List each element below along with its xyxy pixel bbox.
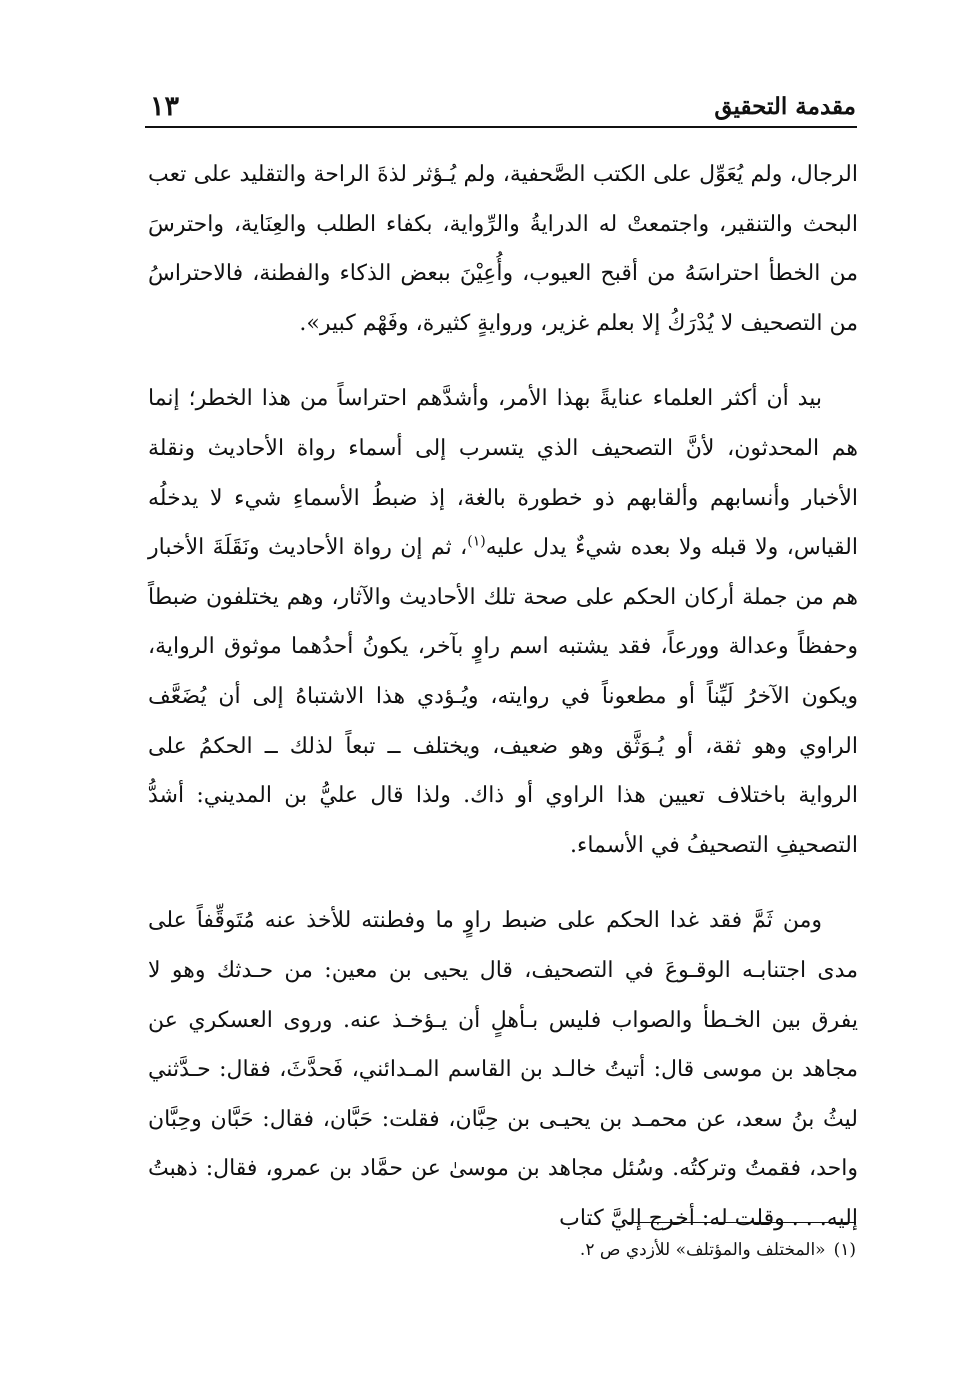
body-text [148, 150, 858, 1243]
footnote-number: (١) [833, 1240, 856, 1260]
page-number: ١٣ [150, 91, 180, 122]
paragraph-2 [148, 374, 858, 870]
footnote-rule [628, 1222, 856, 1223]
page-header [148, 84, 856, 124]
footnote [300, 1236, 856, 1264]
running-head: مقدمة التحقيق [714, 93, 856, 120]
paragraph-3: ومن ثَمَّ فقد غدا الحكم على ضبط راوٍ ما وفطنته للأخذ عنه مُتَوقِّفاً على مدى اجتنابـه الوقـوعَ في التصحيف، قال يحيى بن معين: من حـدثك وهو لا يفرق بين الخـطأ والصواب فليس بـأهلٍ أن يـؤخـذ عنه. وروى العسكري عن مجاهد بن موسى قال: أتيتُ خالـد بن القاسم المـدائني، فَحدَّثَ، فقال: حـدَّثني ليثُ بنُ سعد، عن محمـد بن يحيـى بن حِبَّان، فقلت: حَبَّان، فقال: حَبَّان وحِبَّان واحد، فقمتُ وتركتُه. وسُئل مجاهد بن موسىٰ عن حمَّاد بن عمرو، فقال: ذهبتُ إليه. . . وقلت له: أخرج إليَّ كتاب [148, 908, 858, 1231]
footnote-text: «المختلف والمؤتلف» للأزدي ص ٢. [579, 1240, 826, 1260]
footnote-reference: (١) [467, 533, 486, 550]
paragraph-2-part-1: بيد أن أكثر العلماء عنايةً بهذا الأمر، وأشدَّهم احتراساً من هذا الخطر؛ إنما هم المحدثون، لأنَّ التصحيف الذي يتسرب إلى أسماء رواة الأحاديث ونقلة الأخبار وأنسابهم وألقابهم ذو خطورة بالغة، إذ ضبطُ الأسماءِ شيء لا يدخلُه القياس، ولا قبله ولا بعده شيءٌ يدل عليه [148, 386, 858, 561]
header-rule [145, 126, 857, 128]
paragraph-1: الرجال، ولم يُعَوِّل على الكتب الصَّحفية، ولم يُـؤثر لذةَ الراحة والتقليد على تعب البحث والتنقير، واجتمعتْ له الدرايةُ والرِّواية، بكفاء الطلب والعِنَاية، واحترسَ من الخطأ احتراسَهُ من أقبح العيوب، وأُعِيْنَ ببعض الذكاء والفطنة، فالاحتراسُ من التصحيف لا يُدْرَكُ إلا بعلم غزير، وروايةٍ كثيرة، وفَهْم كبير». [148, 162, 858, 336]
paragraph-2-part-2: ، ثم إن رواة الأحاديث ونَقَلَةَ الأخبار هم من جملة أركان الحكم على صحة تلك الأحاديث والآثار، وهم يختلفون ضبطاً وحفظاً وعدالة وورعاً، فقد يشتبه اسم راوٍ بآخر، يكونُ أحدُهما موثوق الرواية، ويكون الآخرُ لَيِّناً أو مطعوناً في روايته، ويُـؤدي هذا الاشتباهُ إلى أن يُضَعَّف الراوي وهو ثقة، أو يُـوَثَّق وهو ضعيف، ويختلف ــ تبعاً لذلك ــ الحكمُ على الرواية باختلاف تعيين هذا الراوي أو ذاك. ولذا قال عليُّ بن المديني: أشدُّ التصحيفِ التصحيفُ في الأسماء. [148, 535, 858, 858]
